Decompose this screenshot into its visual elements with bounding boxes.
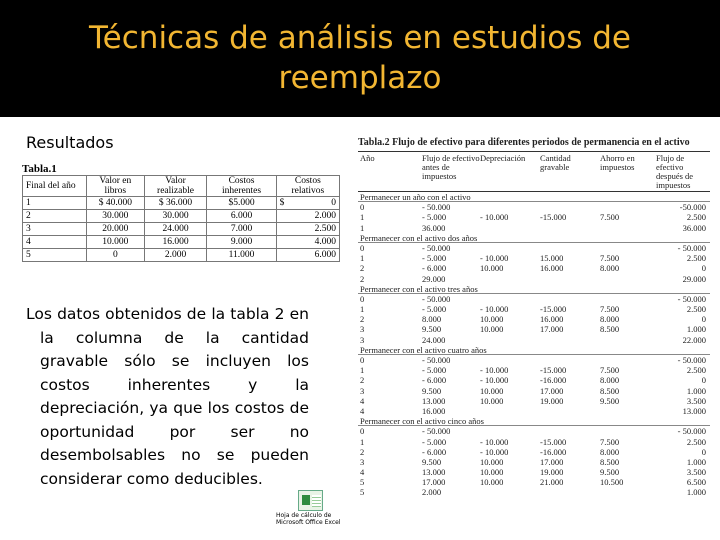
- table-1-header-cell: Final del año: [23, 176, 87, 197]
- table-row: [358, 355, 710, 365]
- table-cell: 11.000: [207, 249, 276, 262]
- table-cell: 2: [360, 314, 365, 325]
- table-cell: 1: [360, 222, 365, 233]
- table-cell: 9.000: [207, 236, 276, 249]
- title-line-1: Técnicas de análisis en estudios de: [89, 20, 631, 56]
- table-cell: - 50.000: [677, 355, 706, 365]
- excel-object[interactable]: [276, 490, 348, 536]
- table-2-header: [358, 151, 710, 192]
- table-cell: 6.000: [290, 249, 339, 262]
- table-cell: 2.500: [290, 223, 339, 236]
- table-cell: 8.000: [600, 263, 620, 274]
- table-cell: - 5.000: [422, 304, 447, 315]
- table-cell: 0: [87, 249, 145, 262]
- table-cell: - 5.000: [422, 212, 447, 223]
- table-cell: 0: [360, 426, 365, 437]
- table-cell: 2: [360, 375, 365, 386]
- table-cell: 16.000: [422, 405, 446, 416]
- section-label-text: Permanecer con el activo cuatro años: [360, 344, 487, 355]
- section-label-text: Permanecer un año con el activo: [360, 192, 471, 202]
- table-cell: 0: [701, 446, 706, 457]
- table-row: [358, 274, 710, 284]
- table-cell: - 6.000: [422, 263, 447, 274]
- table-row: [23, 210, 340, 223]
- table-cell: 1: [360, 365, 365, 376]
- table-cell: 2.000: [144, 249, 207, 262]
- table-cell: - 50.000: [422, 202, 451, 213]
- table-row: [358, 477, 710, 487]
- table-cell: 13.000: [422, 395, 446, 406]
- table-cell: 3: [23, 223, 87, 236]
- table-2-section-label: [358, 233, 710, 243]
- table-cell: 0: [701, 375, 706, 386]
- excel-object-caption: Hoja de cálculo de Microsoft Office Excel: [276, 512, 341, 526]
- table-1-header-cell: Costos inherentes: [207, 176, 276, 197]
- table-cell: - 10.000: [480, 446, 509, 457]
- table-cell: 4: [23, 236, 87, 249]
- table-cell: 30.000: [144, 210, 207, 223]
- table-cell: - 10.000: [480, 365, 509, 376]
- table-cell: 2: [360, 273, 365, 284]
- table-cell: 2.500: [686, 212, 706, 223]
- table-2-header-cell: Año: [360, 153, 375, 163]
- table-cell: 7.500: [600, 212, 620, 223]
- table-2-section-label: [358, 416, 710, 426]
- table-cell: 3: [360, 385, 365, 396]
- table-2-header-cell: Depreciación: [480, 153, 526, 163]
- table-cell: 19.000: [540, 467, 564, 478]
- table-cell: $ 36.000: [144, 197, 207, 210]
- table-cell: 21.000: [540, 477, 564, 488]
- section-label-text: Permanecer con el activo tres años: [360, 283, 478, 294]
- table-cell: - 50.000: [422, 426, 451, 437]
- table-cell: 4.000: [290, 236, 339, 249]
- table-cell: 5: [360, 487, 365, 498]
- table-cell: - 6.000: [422, 375, 447, 386]
- table-row: [358, 437, 710, 447]
- table-cell: 5: [360, 477, 365, 488]
- table-cell: 1: [360, 436, 365, 447]
- table-cell: 10.000: [480, 467, 504, 478]
- excel-spreadsheet-icon[interactable]: [298, 490, 323, 511]
- table-cell: 10.000: [87, 236, 145, 249]
- table-row: [358, 263, 710, 273]
- table-row: [358, 243, 710, 253]
- table-cell: -16.000: [540, 375, 567, 386]
- table-1-header-cell: Valor en libros: [87, 176, 145, 197]
- table-row: [358, 253, 710, 263]
- table-2-header-cell: Flujo de efectivo después de impuestos: [656, 153, 694, 190]
- table-cell: $ 40.000: [87, 197, 145, 210]
- table-row: [358, 467, 710, 477]
- table-row: [358, 447, 710, 457]
- table-row: [358, 304, 710, 314]
- table-cell: 9.500: [600, 467, 620, 478]
- table-row: [23, 197, 340, 210]
- table-cell: - 5.000: [422, 253, 447, 264]
- table-cell: 10.000: [480, 456, 504, 467]
- table-cell: 36.000: [422, 222, 446, 233]
- table-cell: - 10.000: [480, 375, 509, 386]
- slide-title: [0, 0, 720, 117]
- table-cell: 9.500: [600, 395, 620, 406]
- table-cell: -15.000: [540, 304, 567, 315]
- table-cell: 2: [23, 210, 87, 223]
- table-2-header-cell: Flujo de efectivo antes de impuestos: [422, 153, 480, 181]
- table-1: [22, 163, 340, 262]
- table-2-section-label: [358, 284, 710, 294]
- table-cell: 7.500: [600, 253, 620, 264]
- table-cell: - 50.000: [422, 293, 451, 304]
- table-cell: 7.000: [207, 223, 276, 236]
- table-cell: 10.500: [600, 477, 624, 488]
- table-cell: 2: [360, 263, 365, 274]
- table-cell: 1.000: [686, 456, 706, 467]
- table-cell: 0: [701, 314, 706, 325]
- table-cell: 8.500: [600, 456, 620, 467]
- table-cell: -15.000: [540, 436, 567, 447]
- table-cell: 17.000: [422, 477, 446, 488]
- table-cell: - 50.000: [422, 355, 451, 365]
- table-cell: 2.500: [686, 304, 706, 315]
- table-cell: 24.000: [144, 223, 207, 236]
- table-cell: 9.500: [422, 324, 442, 335]
- table-cell: 0: [360, 242, 365, 253]
- section-label-text: Permanecer con el activo dos años: [360, 232, 478, 243]
- title-line-2: reemplazo: [278, 60, 442, 96]
- table-row: [23, 223, 340, 236]
- table-1-header-row: [23, 176, 340, 197]
- table-cell: 7.500: [600, 436, 620, 447]
- table-cell: 8.000: [422, 314, 442, 325]
- table-cell: 3: [360, 334, 365, 345]
- table-cell: 4: [360, 405, 365, 416]
- table-cell: 8.000: [600, 446, 620, 457]
- table-row: [358, 223, 710, 233]
- table-row: [358, 202, 710, 212]
- table-cell: 29.000: [682, 273, 706, 284]
- table-cell: 20.000: [87, 223, 145, 236]
- table-row: [358, 386, 710, 396]
- table-cell: - 10.000: [480, 436, 509, 447]
- table-cell: 13.000: [682, 405, 706, 416]
- table-cell: $5.000: [207, 197, 276, 210]
- table-cell: 1: [360, 304, 365, 315]
- table-cell: 6.000: [207, 210, 276, 223]
- table-cell: - 5.000: [422, 365, 447, 376]
- table-cell: 36.000: [682, 222, 706, 233]
- table-cell: - 10.000: [480, 212, 509, 223]
- table-2-body: [358, 192, 710, 498]
- table-cell: - 10.000: [480, 253, 509, 264]
- table-cell: [276, 223, 290, 236]
- table-1-header-cell: Valor realizable: [144, 176, 207, 197]
- table-1-header-cell: Costos relativos: [276, 176, 339, 197]
- table-cell: 5: [23, 249, 87, 262]
- table-cell: 16.000: [144, 236, 207, 249]
- table-cell: 10.000: [480, 477, 504, 488]
- table-1-caption: Tabla.1: [22, 163, 57, 175]
- table-cell: 0: [701, 263, 706, 274]
- table-cell: 0: [360, 293, 365, 304]
- table-cell: 8.000: [600, 314, 620, 325]
- table-cell: -15.000: [540, 365, 567, 376]
- table-cell: 1: [360, 212, 365, 223]
- table-cell: 7.500: [600, 365, 620, 376]
- table-row: [358, 324, 710, 334]
- table-cell: [276, 236, 290, 249]
- table-cell: 2.500: [686, 436, 706, 447]
- table-cell: 10.000: [480, 263, 504, 274]
- table-cell: 10.000: [480, 314, 504, 325]
- table-cell: 1.000: [686, 324, 706, 335]
- table-cell: 1: [23, 197, 87, 210]
- table-cell: 29.000: [422, 273, 446, 284]
- table-cell: 4: [360, 467, 365, 478]
- table-cell: -50.000: [679, 202, 706, 213]
- table-row: [358, 457, 710, 467]
- table-cell: 2.500: [686, 253, 706, 264]
- table-cell: 3.500: [686, 467, 706, 478]
- table-row: [358, 406, 710, 416]
- table-row: [358, 487, 710, 497]
- table-cell: 0: [290, 197, 339, 210]
- table-cell: 19.000: [540, 395, 564, 406]
- table-cell: 10.000: [480, 324, 504, 335]
- table-cell: 17.000: [540, 456, 564, 467]
- section-label-text: Permanecer con el activo cinco años: [360, 416, 484, 427]
- table-cell: - 50.000: [677, 293, 706, 304]
- table-cell: 24.000: [422, 334, 446, 345]
- table-2-header-cell: Ahorro en impuestos: [600, 153, 635, 172]
- table-cell: - 10.000: [480, 304, 509, 315]
- table-cell: 6.500: [686, 477, 706, 488]
- table-cell: - 50.000: [422, 242, 451, 253]
- table-2-section-label: [358, 345, 710, 355]
- table-cell: 15.000: [540, 253, 564, 264]
- table-cell: 3: [360, 324, 365, 335]
- table-cell: 8.500: [600, 385, 620, 396]
- table-cell: 1: [360, 253, 365, 264]
- table-cell: 0: [360, 355, 365, 365]
- table-cell: - 50.000: [677, 242, 706, 253]
- table-cell: 17.000: [540, 385, 564, 396]
- table-cell: 10.000: [480, 395, 504, 406]
- table-cell: 16.000: [540, 314, 564, 325]
- table-cell: 8.500: [600, 324, 620, 335]
- table-cell: 13.000: [422, 467, 446, 478]
- table-cell: 30.000: [87, 210, 145, 223]
- table-cell: 17.000: [540, 324, 564, 335]
- table-cell: $: [276, 197, 290, 210]
- table-row: [358, 426, 710, 436]
- table-row: [358, 294, 710, 304]
- table-cell: - 6.000: [422, 446, 447, 457]
- table-cell: 2: [360, 446, 365, 457]
- table-2-section-label: [358, 192, 710, 202]
- table-1-grid: [22, 175, 340, 262]
- table-cell: 2.500: [686, 365, 706, 376]
- table-cell: -16.000: [540, 446, 567, 457]
- table-cell: -15.000: [540, 212, 567, 223]
- table-cell: 0: [360, 202, 365, 213]
- table-cell: 8.000: [600, 375, 620, 386]
- table-cell: 2.000: [422, 487, 442, 498]
- table-row: [358, 396, 710, 406]
- table-2: [358, 137, 710, 537]
- table-cell: 9.500: [422, 456, 442, 467]
- table-cell: 3: [360, 456, 365, 467]
- explanation-paragraph: Los datos obtenidos de la tabla 2 en la columna de la cantidad gravable sólo se incluyen los costos inherentes y la depreciación, ya que los costos de oportunidad por ser no desembolsables no se pueden considerar como deducibles.: [26, 305, 309, 488]
- table-cell: [276, 210, 290, 223]
- table-row: [358, 365, 710, 375]
- table-cell: - 50.000: [677, 426, 706, 437]
- table-cell: 4: [360, 395, 365, 406]
- table-cell: 16.000: [540, 263, 564, 274]
- table-cell: 2.000: [290, 210, 339, 223]
- table-row: [358, 314, 710, 324]
- table-row: [358, 335, 710, 345]
- table-cell: 9.500: [422, 385, 442, 396]
- table-row: [23, 236, 340, 249]
- table-2-header-cell: Cantidad gravable: [540, 153, 571, 172]
- table-cell: - 5.000: [422, 436, 447, 447]
- table-cell: 1.000: [686, 487, 706, 498]
- table-row: [358, 212, 710, 222]
- table-row: [358, 375, 710, 385]
- table-cell: 1.000: [686, 385, 706, 396]
- table-2-caption: Tabla.2 Flujo de efectivo para diferentes periodos de permanencia en el activo: [358, 137, 690, 148]
- table-cell: 10.000: [480, 385, 504, 396]
- table-cell: 7.500: [600, 304, 620, 315]
- results-label: Resultados: [26, 133, 114, 152]
- table-row: [23, 249, 340, 262]
- table-cell: 3.500: [686, 395, 706, 406]
- table-cell: [276, 249, 290, 262]
- table-cell: 22.000: [682, 334, 706, 345]
